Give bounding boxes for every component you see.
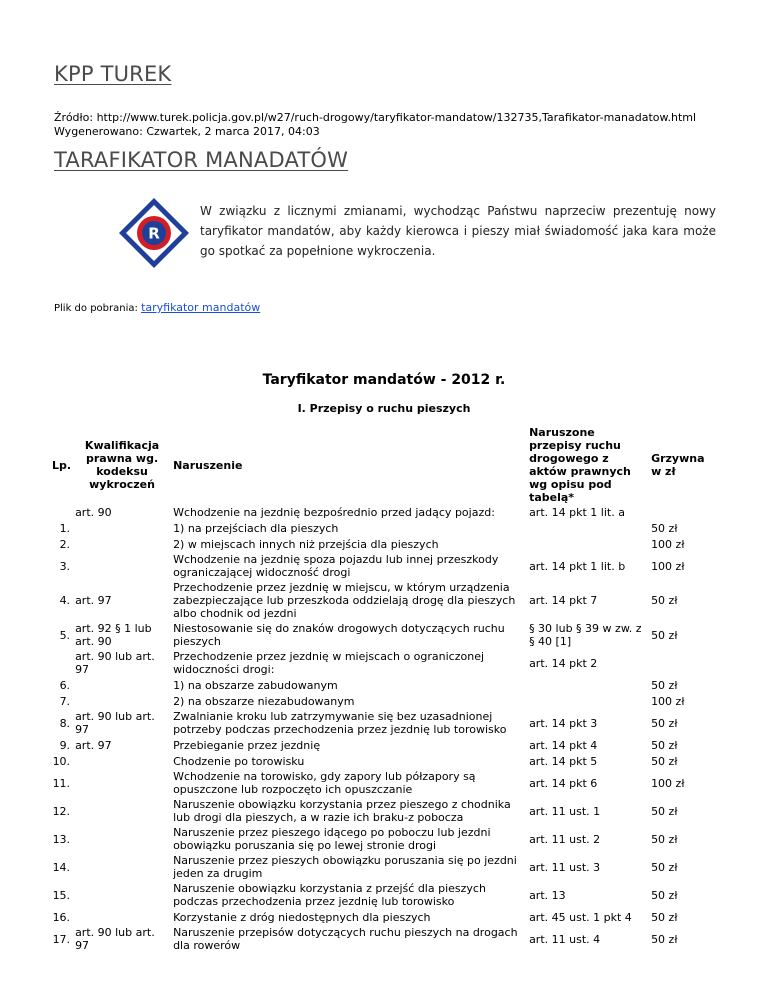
generated-line: Wygenerowano: Czwartek, 2 marca 2017, 04:03 [54,125,320,138]
row-przepisy: § 30 lub § 39 w zw. z § 40 [1] [529,622,642,648]
row-grzywna: 50 zł [651,804,678,818]
row-naruszenie: Wchodzenie na jezdnię spoza pojazdu lub innej przeszkody ograniczającej widoczność drogi [173,553,499,579]
row-naruszenie: Naruszenie przez pieszego idącego po poboczu lub jezdni obowiązku poruszania się po lewej stronie drogi [173,826,491,852]
row-kwalifikacja [73,769,171,797]
row-kwalifikacja [73,753,171,769]
row-naruszenie: Przechodzenie przez jezdnię w miejscach o ograniczonej widoczności drogi: [173,650,485,676]
row-przepisy: art. 14 pkt 4 [529,738,598,752]
row-grzywna: 50 zł [651,628,678,642]
row-kwalifikacja [73,797,171,825]
row-grzywna: 50 zł [651,678,678,692]
row-lp: 4. [59,594,71,607]
row-lp [50,504,73,520]
row-grzywna: 50 zł [651,910,678,924]
row-przepisy: art. 13 [529,888,566,902]
table-row [50,853,707,881]
table-row [50,677,707,693]
intro-paragraph: W związku z licznymi zmianami, wychodząc Państwu naprzeciw prezentuję nowy taryfikator mandatów, aby każdy kierowca i pieszy miał świadomość jaka kara może go spotkać za popełnione wykroczenia. [200,204,716,258]
row-przepisy [527,520,649,536]
table-row [50,825,707,853]
row-grzywna: 100 zł [651,537,685,551]
fines-table-body [50,504,707,953]
row-naruszenie: Korzystanie z dróg niedostępnych dla pieszych [173,910,431,924]
row-przepisy [527,536,649,552]
row-kwalifikacja [73,520,171,536]
table-row [50,925,707,953]
row-lp: 8. [59,716,71,730]
row-lp: 2. [59,537,71,551]
table-row [50,753,707,769]
row-naruszenie: Naruszenie obowiązku korzystania z przejść dla pieszych podczas przechodzenia przez jezdnię lub torowisko [173,882,486,908]
table-row [50,520,707,536]
row-naruszenie: Wchodzenie na jezdnię bezpośrednio przed jadący pojazd: [173,505,495,519]
row-lp: 17. [52,932,71,946]
row-naruszenie: Przechodzenie przez jezdnię w miejscu, w którym urządzenia zabezpieczające lub przeszkoda oddzielają drogę dla pieszych albo chodnik od jezdni [173,581,516,620]
row-grzywna: 50 zł [651,888,678,902]
table-row [50,536,707,552]
row-naruszenie: 1) na przejściach dla pieszych [173,521,339,535]
table-row [50,693,707,709]
row-grzywna: 50 zł [651,754,678,768]
fines-table-header [50,426,707,504]
row-lp: 15. [52,888,71,902]
page-title: TARAFIKATOR MANADATÓW [54,148,349,172]
traffic-police-logo [118,197,190,269]
row-przepisy [527,677,649,693]
table-row [50,769,707,797]
row-naruszenie: Chodzenie po torowisku [173,754,305,768]
row-lp: 10. [52,754,71,768]
header-lp: Lp. [52,458,72,472]
row-przepisy: art. 14 pkt 7 [529,594,598,607]
header-naruszenie: Naruszenie [173,458,243,472]
row-grzywna: 100 zł [651,694,685,708]
row-kwalifikacja: art. 90 lub art. 97 [75,650,155,676]
row-kwalifikacja [73,909,171,925]
fines-table [50,426,707,953]
row-lp: 13. [52,832,71,846]
row-grzywna [649,649,706,677]
row-kwalifikacja: art. 90 lub art. 97 [75,710,155,736]
source-line: Źródło: http://www.turek.policja.gov.pl/w27/ruch-drogowy/taryfikator-mandatow/132735,Tarafikator-manadatow.html [54,111,697,124]
row-naruszenie: Naruszenie obowiązku korzystania przez pieszego z chodnika lub drogi dla pieszych, a w razie ich braku-z pobocza [173,798,511,824]
row-kwalifikacja [73,881,171,909]
row-przepisy: art. 14 pkt 5 [529,754,598,768]
row-kwalifikacja: art. 90 [75,505,112,519]
download-label: Plik do pobrania: [54,303,138,314]
row-kwalifikacja [73,853,171,881]
row-przepisy: art. 45 ust. 1 pkt 4 [529,910,632,924]
row-kwalifikacja [73,536,171,552]
row-lp: 9. [59,738,71,752]
row-kwalifikacja [73,693,171,709]
header-przepisy: Naruszone przepisy ruchu drogowego z aktów prawnych wg opisu pod tabelą* [529,426,631,504]
row-przepisy: art. 14 pkt 1 lit. a [529,505,625,519]
site-title: KPP TUREK [54,62,172,86]
row-przepisy: art. 14 pkt 1 lit. b [529,559,626,573]
row-grzywna: 50 zł [651,594,678,607]
row-lp: 14. [52,860,71,874]
header-grzywna: Grzywna w zł [651,452,705,478]
row-lp: 16. [52,910,71,924]
table-row [50,580,707,621]
row-przepisy: art. 14 pkt 6 [529,776,598,790]
row-naruszenie: Zwalnianie kroku lub zatrzymywanie się bez uzasadnionej potrzeby podczas przechodzenia przez jezdnię lub torowisko [173,710,507,736]
row-grzywna [649,504,706,520]
row-przepisy: art. 14 pkt 3 [529,716,598,730]
row-naruszenie: Naruszenie przez pieszych obowiązku poruszania się po jezdni jeden za drugim [173,854,517,880]
row-lp: 1. [59,521,71,535]
row-kwalifikacja: art. 90 lub art. 97 [75,926,155,952]
row-grzywna: 50 zł [651,738,678,752]
row-lp: 6. [59,678,71,692]
table-row [50,621,707,649]
row-kwalifikacja: art. 97 [75,738,112,752]
row-lp: 3. [59,559,71,573]
row-naruszenie: Niestosowanie się do znaków drogowych dotyczących ruchu pieszych [173,622,505,648]
header-kwalifikacja: Kwalifikacja prawna wg. kodeksu wykroczeń [84,439,160,491]
table-row [50,881,707,909]
table-row [50,504,707,520]
row-kwalifikacja [73,552,171,580]
row-grzywna: 50 zł [651,832,678,846]
logo-letter: R [148,224,160,243]
table-row [50,909,707,925]
row-kwalifikacja: art. 92 § 1 lub art. 90 [75,622,152,648]
row-przepisy [527,693,649,709]
row-lp: 7. [59,694,71,708]
download-line [54,301,260,314]
download-link[interactable]: taryfikator mandatów [141,301,261,314]
row-grzywna: 50 zł [651,860,678,874]
table-row [50,552,707,580]
row-przepisy: art. 11 ust. 1 [529,804,601,818]
row-grzywna: 100 zł [651,559,685,573]
row-naruszenie: Naruszenie przepisów dotyczących ruchu pieszych na drogach dla rowerów [173,926,518,952]
row-naruszenie: Przebieganie przez jezdnię [173,738,321,752]
document-heading: Taryfikator mandatów - 2012 r. [262,372,506,388]
row-przepisy: art. 11 ust. 3 [529,860,601,874]
row-przepisy: art. 11 ust. 4 [529,932,601,946]
table-row [50,797,707,825]
table-row [50,737,707,753]
row-kwalifikacja [73,825,171,853]
row-naruszenie: 1) na obszarze zabudowanym [173,678,338,692]
row-grzywna: 100 zł [651,776,685,790]
row-przepisy: art. 14 pkt 2 [529,656,598,670]
row-naruszenie: 2) w miejscach innych niż przejścia dla pieszych [173,537,439,551]
row-grzywna: 50 zł [651,932,678,946]
table-row [50,709,707,737]
row-lp: 12. [52,804,71,818]
row-grzywna: 50 zł [651,521,678,535]
row-kwalifikacja [73,677,171,693]
row-przepisy: art. 11 ust. 2 [529,832,601,846]
row-lp: 11. [52,776,71,790]
row-lp [50,649,73,677]
table-row [50,649,707,677]
row-kwalifikacja: art. 97 [75,594,112,607]
row-grzywna: 50 zł [651,716,678,730]
row-lp: 5. [59,628,71,642]
row-naruszenie: 2) na obszarze niezabudowanym [173,694,355,708]
row-naruszenie: Wchodzenie na torowisko, gdy zapory lub półzapory są opuszczone lub rozpoczęto ich opuszczanie [173,770,476,796]
section-heading: I. Przepisy o ruchu pieszych [297,402,471,415]
